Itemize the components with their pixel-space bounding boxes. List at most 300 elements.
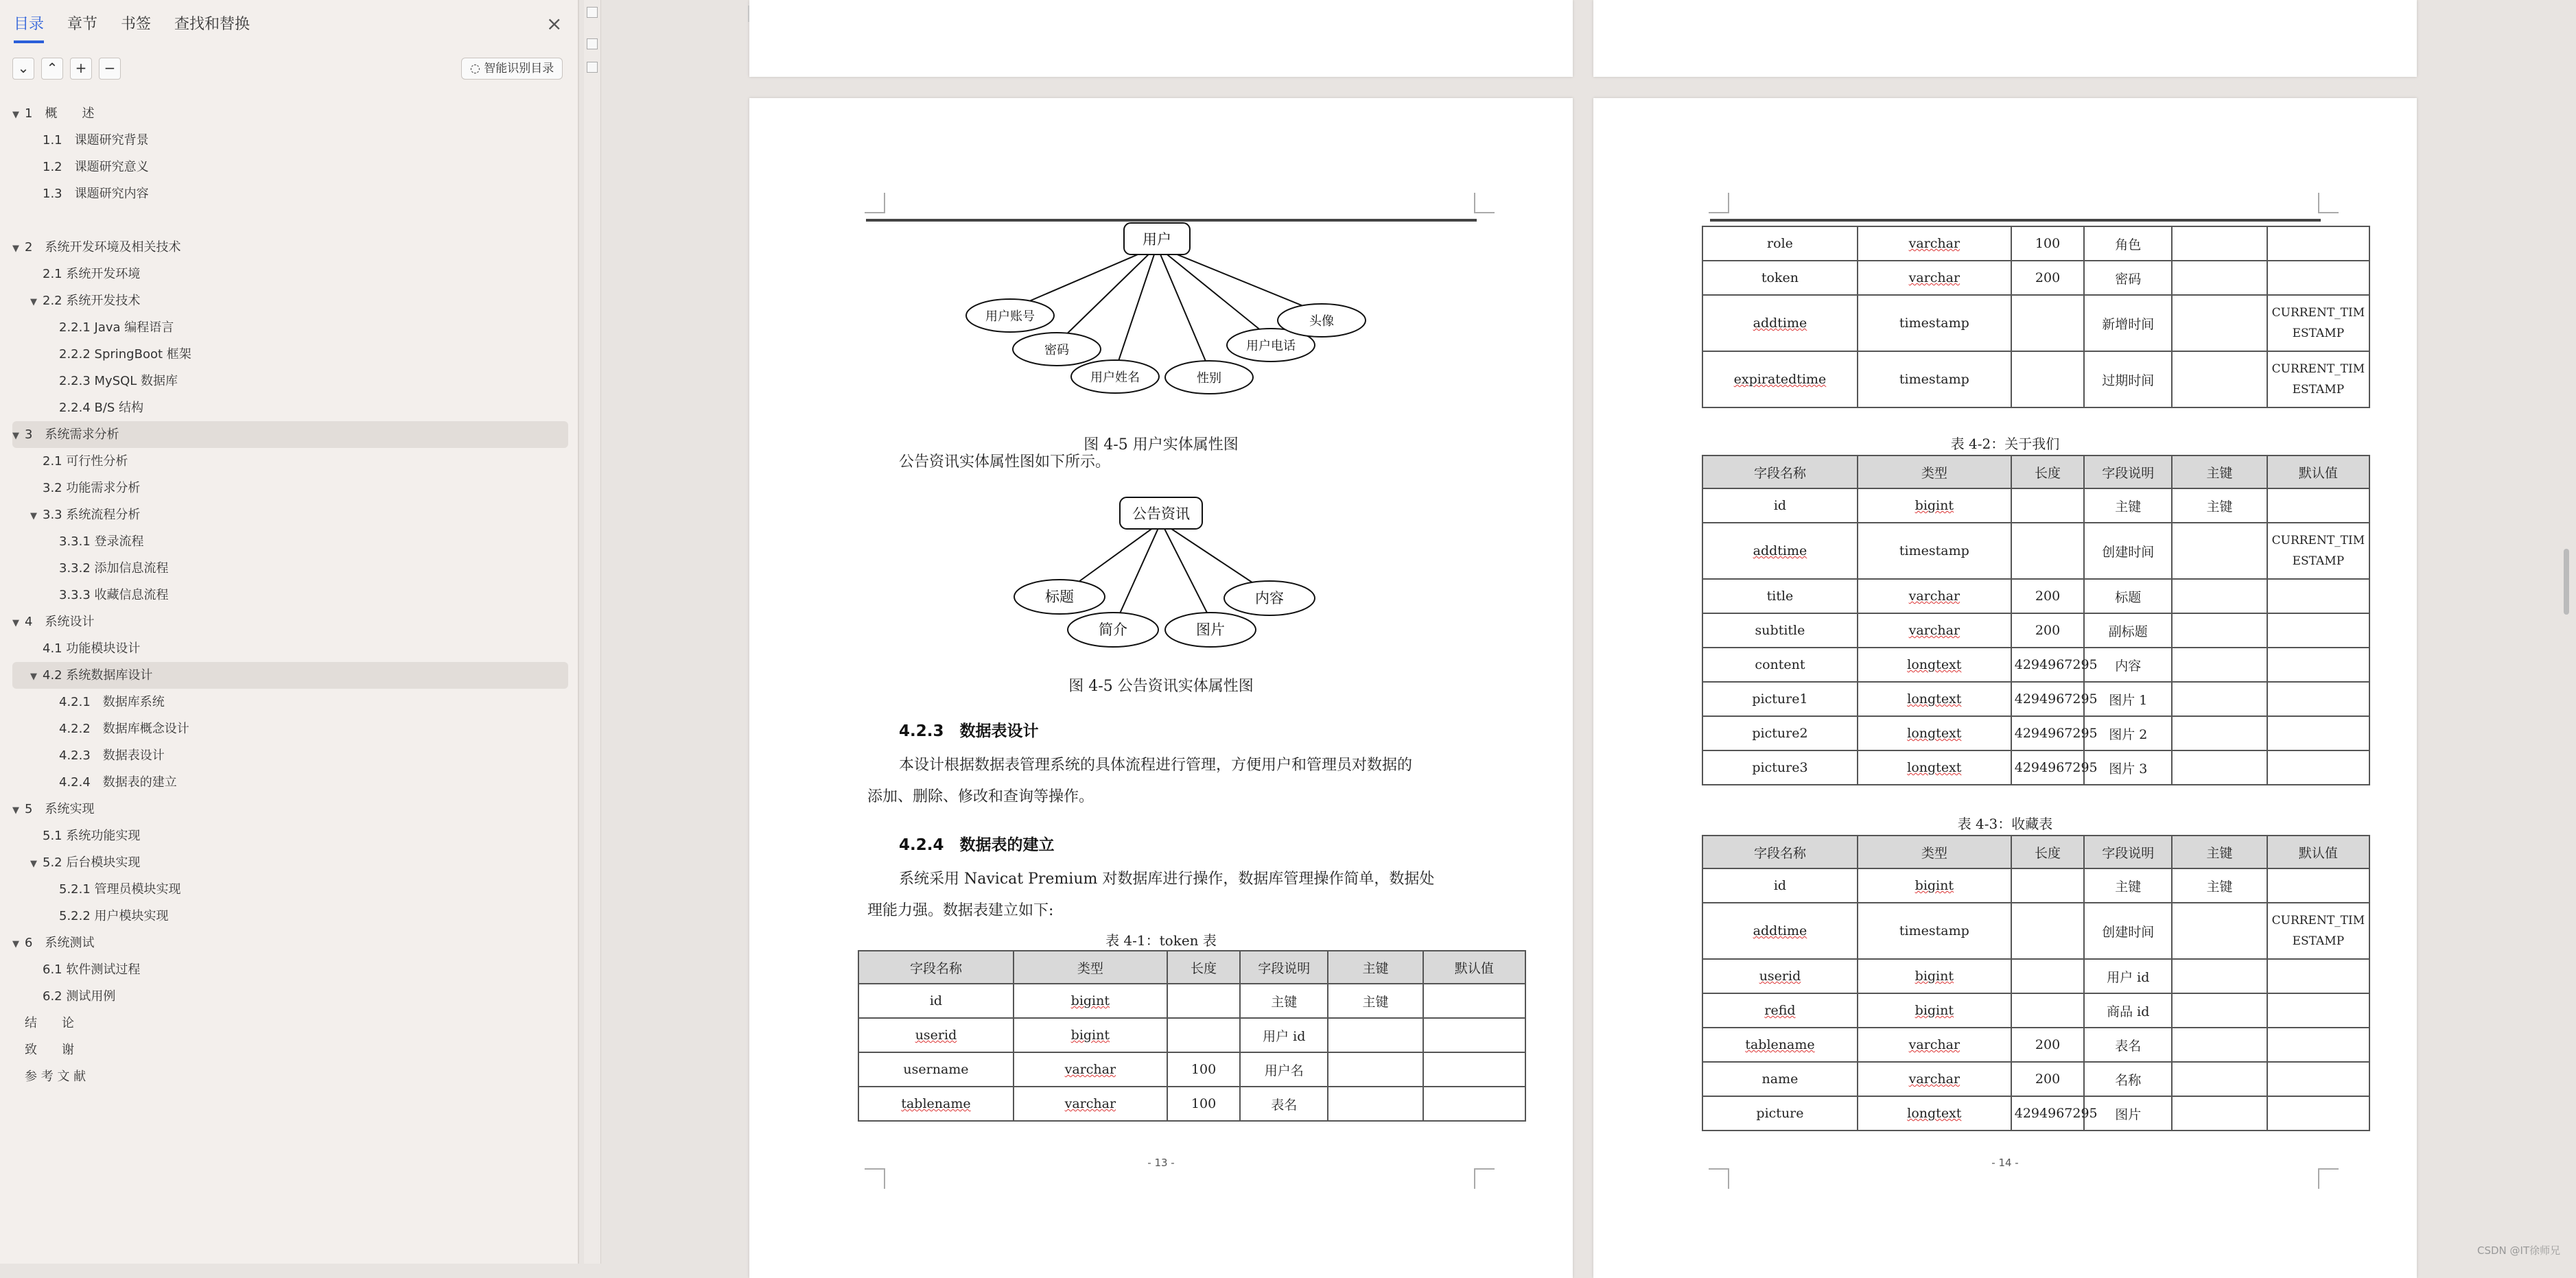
table-cell[interactable]: id [1702,868,1858,903]
table-cell[interactable]: 主键 [1328,984,1423,1018]
table-cell[interactable]: 图片 1 [2084,682,2172,716]
toc-item-label: 4.1 功能模块设计 [43,641,141,656]
table-cell[interactable] [2172,648,2267,682]
table-cell[interactable] [2172,1062,2267,1096]
table-cell[interactable]: longtext [1858,1096,2011,1131]
section-heading: 4.2.3 数据表设计 [899,722,1039,740]
column-header: 字段说明 [2084,836,2172,868]
toc-spacer [12,207,568,234]
table-cell[interactable]: 内容 [2084,648,2172,682]
column-header: 长度 [2011,836,2085,868]
toc-item[interactable] [12,154,568,180]
table-cell[interactable]: CURRENT_TIMESTAMP [2267,903,2369,959]
column-header: 类型 [1858,455,2011,488]
toc-item-label: 3.3.3 收藏信息流程 [59,588,169,602]
table-cell[interactable]: longtext [1858,716,2011,750]
table-cell[interactable] [2172,261,2267,295]
toc-item[interactable] [12,394,568,421]
margin-mark [1474,1168,1495,1189]
caret-down-icon[interactable]: ▼ [30,511,37,521]
page-14[interactable] [1593,98,2417,1278]
table-cell[interactable]: addtime [1702,523,1858,579]
toc-item[interactable] [12,555,568,582]
table-cell[interactable]: 表名 [1240,1087,1328,1121]
table-cell[interactable]: longtext [1858,682,2011,716]
table-cell[interactable] [1423,1087,1525,1121]
table-cell[interactable]: 名称 [2084,1062,2172,1096]
ruler-marker[interactable] [587,62,598,73]
toc-item[interactable] [12,1010,568,1037]
table-cell[interactable] [1328,1087,1423,1121]
table-row [1702,750,2369,785]
paragraph: 理能力强。数据表建立如下: [867,902,1054,919]
figure-caption: 图 4-5 公告资讯实体属性图 [1068,678,1254,695]
toc-item[interactable] [12,127,568,154]
table-cell[interactable] [2011,523,2085,579]
user-er-diagram [749,222,1573,510]
table-cell[interactable] [2172,351,2267,407]
table-cell[interactable]: timestamp [1858,903,2011,959]
column-header: 长度 [2011,455,2085,488]
table-cell[interactable]: 副标题 [2084,613,2172,648]
table-cell[interactable]: 200 [2011,1062,2085,1096]
table-cell[interactable] [2267,488,2369,523]
table-row [1702,903,2369,959]
caret-down-icon[interactable]: ▼ [12,939,19,949]
table-cell[interactable]: role [1702,226,1858,261]
er-entity-notice: 公告资讯 [1132,506,1190,522]
toc-item[interactable] [12,1063,568,1090]
toc-item-label: 4.2.4 数据表的建立 [59,775,177,790]
remove-icon[interactable]: − [99,58,121,80]
column-header: 类型 [1014,951,1167,984]
table-header-row [1702,455,2369,488]
tab-toc[interactable]: 目录 [14,12,44,43]
column-header: 默认值 [2267,836,2369,868]
table-cell[interactable]: 100 [1167,1087,1241,1121]
page-number: - 13 - [1147,1157,1175,1169]
table-cell[interactable] [2172,1028,2267,1062]
column-header: 默认值 [1423,951,1525,984]
caret-down-icon[interactable]: ▼ [12,618,19,628]
er-attr: 标题 [1045,589,1074,605]
toc-item-label: 4.2.1 数据库系统 [59,695,165,709]
toc-item-label: 1.2 课题研究意义 [43,160,149,174]
table-cell[interactable]: 创建时间 [2084,523,2172,579]
table-cell[interactable]: picture1 [1702,682,1858,716]
column-header: 字段名称 [1702,455,1858,488]
toc-item[interactable] [12,314,568,341]
ai-icon: ◌ [470,62,484,75]
table-cell[interactable]: longtext [1858,648,2011,682]
tab-bookmarks[interactable]: 书签 [121,16,152,33]
toc-item[interactable] [12,662,568,689]
toc-item[interactable] [12,956,568,983]
table-cell[interactable]: 4294967295 [2011,716,2085,750]
table-cell[interactable] [2172,1096,2267,1131]
navigation-pane [0,0,579,1264]
table-cell[interactable]: 主键 [2084,488,2172,523]
table-cell[interactable]: userid [858,1018,1014,1052]
toc-item-label: 2.2.1 Java 编程语言 [59,320,174,335]
table-row [1702,648,2369,682]
table-cell[interactable] [2011,868,2085,903]
tab-find-replace[interactable]: 查找和替换 [174,16,250,33]
column-header: 字段名称 [1702,836,1858,868]
table-cell[interactable] [2267,682,2369,716]
table-cell[interactable]: 主键 [2084,868,2172,903]
table-row [1702,488,2369,523]
expand-down-icon[interactable]: ⌄ [12,58,34,80]
table-cell[interactable]: varchar [1858,613,2011,648]
table-cell[interactable]: picture [1702,1096,1858,1131]
margin-mark [2318,193,2339,213]
table-cell[interactable]: userid [1702,959,1858,993]
smart-toc-button[interactable] [461,58,563,80]
about-us-table[interactable] [1702,455,2370,785]
notice-er-diagram [749,496,1573,661]
watermark: CSDN @IT徐师兄 [2477,1244,2561,1257]
er-attr: 内容 [1255,590,1284,606]
table-cell[interactable] [1423,1052,1525,1087]
table-cell[interactable]: CURRENT_TIMESTAMP [2267,295,2369,351]
table-cell[interactable]: 主键 [2172,868,2267,903]
table-cell[interactable]: 4294967295 [2011,750,2085,785]
table-cell[interactable]: 标题 [2084,579,2172,613]
table-cell[interactable]: content [1702,648,1858,682]
toc-item[interactable] [12,903,568,930]
section-heading: 4.2.4 数据表的建立 [899,836,1055,854]
table-row [1702,1028,2369,1062]
toc-item-label: 4.2 系统数据库设计 [43,668,153,683]
table-cell[interactable] [2267,1028,2369,1062]
caret-down-icon[interactable]: ▼ [12,805,19,816]
toc-list [12,100,568,1090]
page-13[interactable] [749,98,1573,1278]
add-icon[interactable]: + [70,58,92,80]
table-cell[interactable] [2011,351,2085,407]
er-attr: 用户姓名 [1090,370,1140,385]
er-attr: 简介 [1099,622,1127,638]
ruler-marker[interactable] [587,7,598,18]
table-cell[interactable]: refid [1702,993,1858,1028]
table-cell[interactable]: 4294967295 [2011,682,2085,716]
table-cell[interactable] [2172,226,2267,261]
toc-item[interactable] [12,796,568,823]
paragraph: 系统采用 Navicat Premium 对数据库进行操作，数据库管理操作简单，数据处 [899,871,1435,888]
collapse-up-icon[interactable]: ⌃ [41,58,63,80]
toc-toolbar [12,58,121,80]
toc-item-label: 4.2.3 数据表设计 [59,748,165,763]
table-cell[interactable]: bigint [1858,868,2011,903]
table-cell[interactable] [1328,1018,1423,1052]
column-header: 主键 [2172,455,2267,488]
toc-item-label: 6.1 软件测试过程 [43,962,141,977]
table-cell[interactable] [2267,261,2369,295]
toc-item-label: 1.1 课题研究背景 [43,133,149,147]
toc-item[interactable] [12,448,568,475]
paragraph: 添加、删除、修改和查询等操作。 [867,788,1094,805]
table-cell[interactable] [2267,226,2369,261]
table-cell[interactable]: bigint [1858,959,2011,993]
toc-item[interactable] [12,100,568,127]
page-number: - 14 - [1991,1157,2019,1169]
column-header: 长度 [1167,951,1241,984]
toc-item-label: 6.2 测试用例 [43,989,116,1004]
table-cell[interactable] [2011,993,2085,1028]
toc-item[interactable] [12,930,568,956]
table-cell[interactable] [2267,750,2369,785]
toc-item[interactable] [12,635,568,662]
table-cell[interactable]: 4294967295 [2011,1096,2085,1131]
table-cell[interactable] [2267,648,2369,682]
table-row [1702,682,2369,716]
table-cell[interactable]: 200 [2011,261,2085,295]
column-header: 字段说明 [1240,951,1328,984]
table-cell[interactable]: subtitle [1702,613,1858,648]
table-cell[interactable]: bigint [1014,1018,1167,1052]
toc-item[interactable] [12,234,568,261]
toc-item[interactable] [12,180,568,207]
table-cell[interactable]: timestamp [1858,523,2011,579]
table-cell[interactable]: bigint [1858,488,2011,523]
table-cell[interactable]: 主键 [1240,984,1328,1018]
table-cell[interactable] [2172,295,2267,351]
header-line [1710,219,2321,222]
table-cell[interactable]: 表名 [2084,1028,2172,1062]
table-cell[interactable] [2172,903,2267,959]
table-cell[interactable] [2172,750,2267,785]
tab-chapters[interactable]: 章节 [67,16,98,33]
toc-item[interactable] [12,1037,568,1063]
toc-item[interactable] [12,689,568,715]
toc-item-label: 2.2.3 MySQL 数据库 [59,374,178,388]
toc-item[interactable] [12,983,568,1010]
table-cell[interactable]: token [1702,261,1858,295]
toc-item[interactable] [12,475,568,501]
table-row [1702,226,2369,261]
toc-item[interactable] [12,769,568,796]
table-cell[interactable] [1423,1018,1525,1052]
table-row [858,1087,1525,1121]
toc-item-label: 2 系统开发环境及相关技术 [25,240,181,255]
table-cell[interactable]: title [1702,579,1858,613]
table-cell[interactable] [2172,993,2267,1028]
table-cell[interactable]: id [858,984,1014,1018]
toc-item[interactable] [12,876,568,903]
pane-tabs [14,12,250,43]
toc-item[interactable] [12,849,568,876]
column-header: 字段名称 [858,951,1014,984]
toc-item[interactable] [12,608,568,635]
table-cell[interactable] [2011,295,2085,351]
toc-item[interactable] [12,582,568,608]
table-cell[interactable] [2172,716,2267,750]
table-cell[interactable] [2267,868,2369,903]
table-cell[interactable]: 200 [2011,613,2085,648]
vertical-ruler[interactable] [584,0,601,1264]
table-cell[interactable] [2172,682,2267,716]
table-cell[interactable] [2267,613,2369,648]
favorites-table[interactable] [1702,835,2370,1131]
table-cell[interactable]: tablename [858,1087,1014,1121]
table-row [1702,993,2369,1028]
table-cell[interactable] [2172,579,2267,613]
close-icon[interactable]: × [546,12,563,35]
table-cell[interactable] [1167,1018,1241,1052]
table-cell[interactable]: varchar [1858,1028,2011,1062]
table-cell[interactable] [2267,579,2369,613]
table-cell[interactable]: 新增时间 [2084,295,2172,351]
table-cell[interactable]: 主键 [2172,488,2267,523]
table-cell[interactable]: picture3 [1702,750,1858,785]
page-13b-bottom [1593,0,2417,77]
table-cell[interactable] [2172,613,2267,648]
table-cell[interactable]: 200 [2011,1028,2085,1062]
toc-item[interactable] [12,368,568,394]
table-cell[interactable]: bigint [1858,993,2011,1028]
table-cell[interactable]: addtime [1702,295,1858,351]
toc-item-label: 3.3.2 添加信息流程 [59,561,169,576]
table-cell[interactable]: longtext [1858,750,2011,785]
toc-item[interactable] [12,742,568,769]
toc-item-label: 1 概 述 [25,106,95,121]
table-cell[interactable]: 密码 [2084,261,2172,295]
table-cell[interactable]: username [858,1052,1014,1087]
table-row [1702,1096,2369,1131]
table-cell[interactable]: 100 [2011,226,2085,261]
table-cell[interactable] [2267,993,2369,1028]
er-attr: 图片 [1196,622,1225,638]
table-cell[interactable]: 用户名 [1240,1052,1328,1087]
toc-item[interactable] [12,715,568,742]
table-cell[interactable]: 用户 id [1240,1018,1328,1052]
table-cell[interactable] [2267,716,2369,750]
paragraph: 公告资讯实体属性图如下所示。 [899,453,1111,471]
toc-item-label: 3.2 功能需求分析 [43,481,141,495]
table-cell[interactable]: CURRENT_TIMESTAMP [2267,351,2369,407]
token-table[interactable] [858,950,1526,1122]
table-cell[interactable] [2011,903,2085,959]
table-row [1702,959,2369,993]
table-cell[interactable]: varchar [1858,261,2011,295]
table-cell[interactable]: 图片 2 [2084,716,2172,750]
table-cell[interactable]: id [1702,488,1858,523]
column-header: 主键 [2172,836,2267,868]
table-cell[interactable]: timestamp [1858,295,2011,351]
caret-down-icon[interactable]: ▼ [30,297,37,307]
table-cell[interactable]: name [1702,1062,1858,1096]
table-caption: 表 4-2：关于我们 [1950,436,2060,452]
caret-down-icon[interactable]: ▼ [30,672,37,682]
toc-item-label: 5.2.1 管理员模块实现 [59,882,181,897]
table-cell[interactable] [2267,959,2369,993]
toc-item[interactable] [12,287,568,314]
er-entity-user: 用户 [1143,231,1171,248]
table-cell[interactable]: 创建时间 [2084,903,2172,959]
table-cell[interactable]: varchar [1014,1087,1167,1121]
table-cell[interactable]: 商品 id [2084,993,2172,1028]
toc-item-label: 4 系统设计 [25,615,95,629]
table-cell[interactable] [2172,523,2267,579]
token-table-continued[interactable] [1702,226,2370,408]
table-cell[interactable] [1423,984,1525,1018]
er-attr: 头像 [1309,314,1334,329]
table-cell[interactable] [1328,1052,1423,1087]
toc-item[interactable] [12,501,568,528]
table-cell[interactable]: 200 [2011,579,2085,613]
table-cell[interactable] [2011,488,2085,523]
table-cell[interactable]: varchar [1858,1062,2011,1096]
page-12-bottom [749,0,1573,77]
toc-item[interactable] [12,341,568,368]
toc-item[interactable] [12,261,568,287]
margin-mark [865,1168,885,1189]
toc-item[interactable] [12,528,568,555]
table-row [1702,523,2369,579]
table-row [1702,351,2369,407]
table-cell[interactable] [1167,984,1241,1018]
table-cell[interactable]: expiratedtime [1702,351,1858,407]
toc-item[interactable] [12,823,568,849]
table-cell[interactable]: timestamp [1858,351,2011,407]
toc-item-label: 2.1 可行性分析 [43,454,128,469]
table-cell[interactable]: varchar [1858,579,2011,613]
table-row [1702,868,2369,903]
caret-down-icon[interactable]: ▼ [12,244,19,254]
table-cell[interactable]: 图片 [2084,1096,2172,1131]
toc-item-label: 4.2.2 数据库概念设计 [59,722,189,736]
table-cell[interactable]: 用户 id [2084,959,2172,993]
table-cell[interactable]: 过期时间 [2084,351,2172,407]
table-cell[interactable] [2267,1096,2369,1131]
table-cell[interactable]: tablename [1702,1028,1858,1062]
vertical-scrollbar[interactable] [2564,549,2569,615]
table-row [1702,261,2369,295]
toc-item[interactable] [12,421,568,448]
caret-down-icon[interactable]: ▼ [12,110,19,120]
table-cell[interactable] [2011,959,2085,993]
table-caption: 表 4-1：token 表 [1105,932,1217,949]
table-cell[interactable]: CURRENT_TIMESTAMP [2267,523,2369,579]
table-cell[interactable]: 100 [1167,1052,1241,1087]
table-cell[interactable]: varchar [1858,226,2011,261]
table-cell[interactable]: addtime [1702,903,1858,959]
column-header: 默认值 [2267,455,2369,488]
table-header-row [1702,836,2369,868]
table-cell[interactable] [2172,959,2267,993]
table-cell[interactable] [2267,1062,2369,1096]
toc-item-label: 3.3 系统流程分析 [43,508,141,522]
caret-down-icon[interactable]: ▼ [30,859,37,869]
table-cell[interactable]: 角色 [2084,226,2172,261]
table-cell[interactable]: picture2 [1702,716,1858,750]
paragraph: 本设计根据数据表管理系统的具体流程进行管理，方便用户和管理员对数据的 [899,757,1413,774]
caret-down-icon[interactable]: ▼ [12,431,19,441]
table-cell[interactable]: 4294967295 [2011,648,2085,682]
table-row [1702,1062,2369,1096]
ruler-marker[interactable] [587,38,598,49]
column-header: 类型 [1858,836,2011,868]
er-attr: 用户账号 [985,309,1035,324]
margin-mark [865,193,885,213]
table-header-row [858,951,1525,984]
toc-item-label: 1.3 课题研究内容 [43,187,149,201]
table-cell[interactable]: varchar [1014,1052,1167,1087]
table-cell[interactable]: bigint [1014,984,1167,1018]
table-cell[interactable]: 图片 3 [2084,750,2172,785]
table-row [1702,716,2369,750]
